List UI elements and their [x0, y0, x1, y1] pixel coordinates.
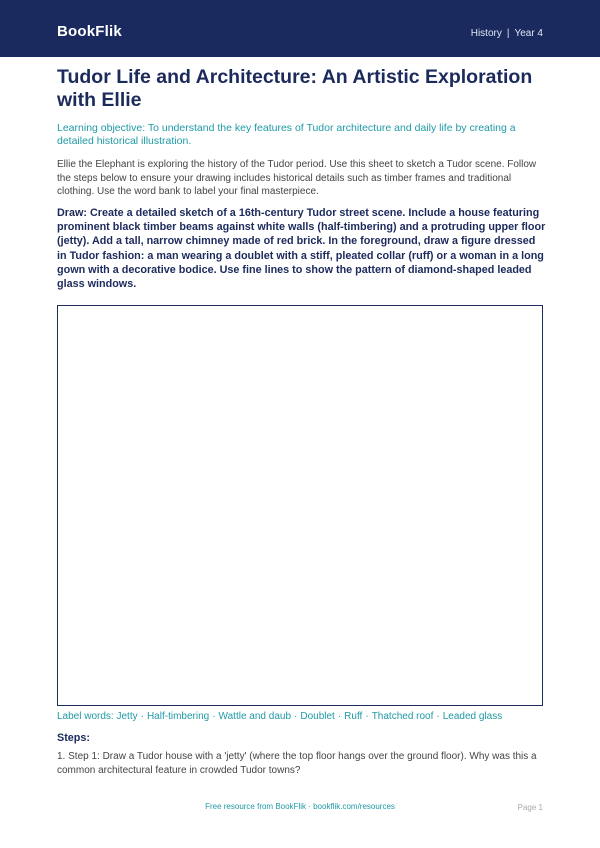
- step-item: 1. Step 1: Draw a Tudor house with a 'jetty' (where the top floor hangs over the ground floor). Why was this a common architectural feature in crowded Tudor towns?: [57, 751, 537, 776]
- word-separator: ·: [140, 711, 144, 722]
- meta-separator: |: [506, 28, 510, 39]
- word-bank-word: Doublet: [300, 711, 335, 722]
- word-bank-word: Leaded glass: [442, 711, 503, 722]
- word-bank-word: Half-timbering: [146, 711, 210, 722]
- subject-label: History: [470, 28, 502, 39]
- learning-objective: Learning objective: To understand the key features of Tudor architecture and daily life by creating a detailed historical illustration.: [57, 122, 516, 147]
- subject-year-label: [471, 28, 543, 39]
- brand-logo[interactable]: BookFlik: [57, 23, 122, 40]
- word-separator: ·: [365, 711, 369, 722]
- page-title: Tudor Life and Architecture: An Artistic Exploration with Ellie: [57, 66, 533, 111]
- page-number: Page 1: [517, 803, 543, 812]
- word-bank-word: Thatched roof: [371, 711, 434, 722]
- word-separator: ·: [212, 711, 216, 722]
- drawing-task: Draw: Create a detailed sketch of a 16th-century Tudor street scene. Include a house featuring prominent black timber beams against white walls (half-timbering) and a protruding upper floor (jetty). Add a tall, narrow chimney made of red brick. In the foreground, draw a figure dressed in Tudor fashion: a man wearing a doublet with a stiff, pleated collar (ruff) or a woman in a long gown with a decorative bodice. Use fine lines to show the pattern of diamond-shaped leaded glass windows.: [57, 207, 546, 291]
- word-separator: ·: [436, 711, 440, 722]
- word-bank: [57, 711, 547, 722]
- header-bar: [0, 0, 600, 57]
- footer-resource-link[interactable]: Free resource from BookFlik · bookflik.com/resources: [205, 802, 395, 811]
- word-bank-word: Wattle and daub: [218, 711, 292, 722]
- steps-heading: Steps:: [57, 732, 90, 744]
- word-bank-prefix: Label words:: [57, 711, 114, 722]
- word-bank-word: Jetty: [116, 711, 138, 722]
- drawing-area[interactable]: [57, 305, 543, 706]
- year-label: Year 4: [514, 28, 543, 39]
- word-bank-word: Ruff: [344, 711, 363, 722]
- word-separator: ·: [294, 711, 298, 722]
- word-separator: ·: [337, 711, 342, 722]
- intro-paragraph: Ellie the Elephant is exploring the history of the Tudor period. Use this sheet to sketch a Tudor scene. Follow the steps below to ensure your drawing includes historical details such as timber frames and traditional clothing. Use the word bank to label your final masterpiece.: [57, 159, 537, 197]
